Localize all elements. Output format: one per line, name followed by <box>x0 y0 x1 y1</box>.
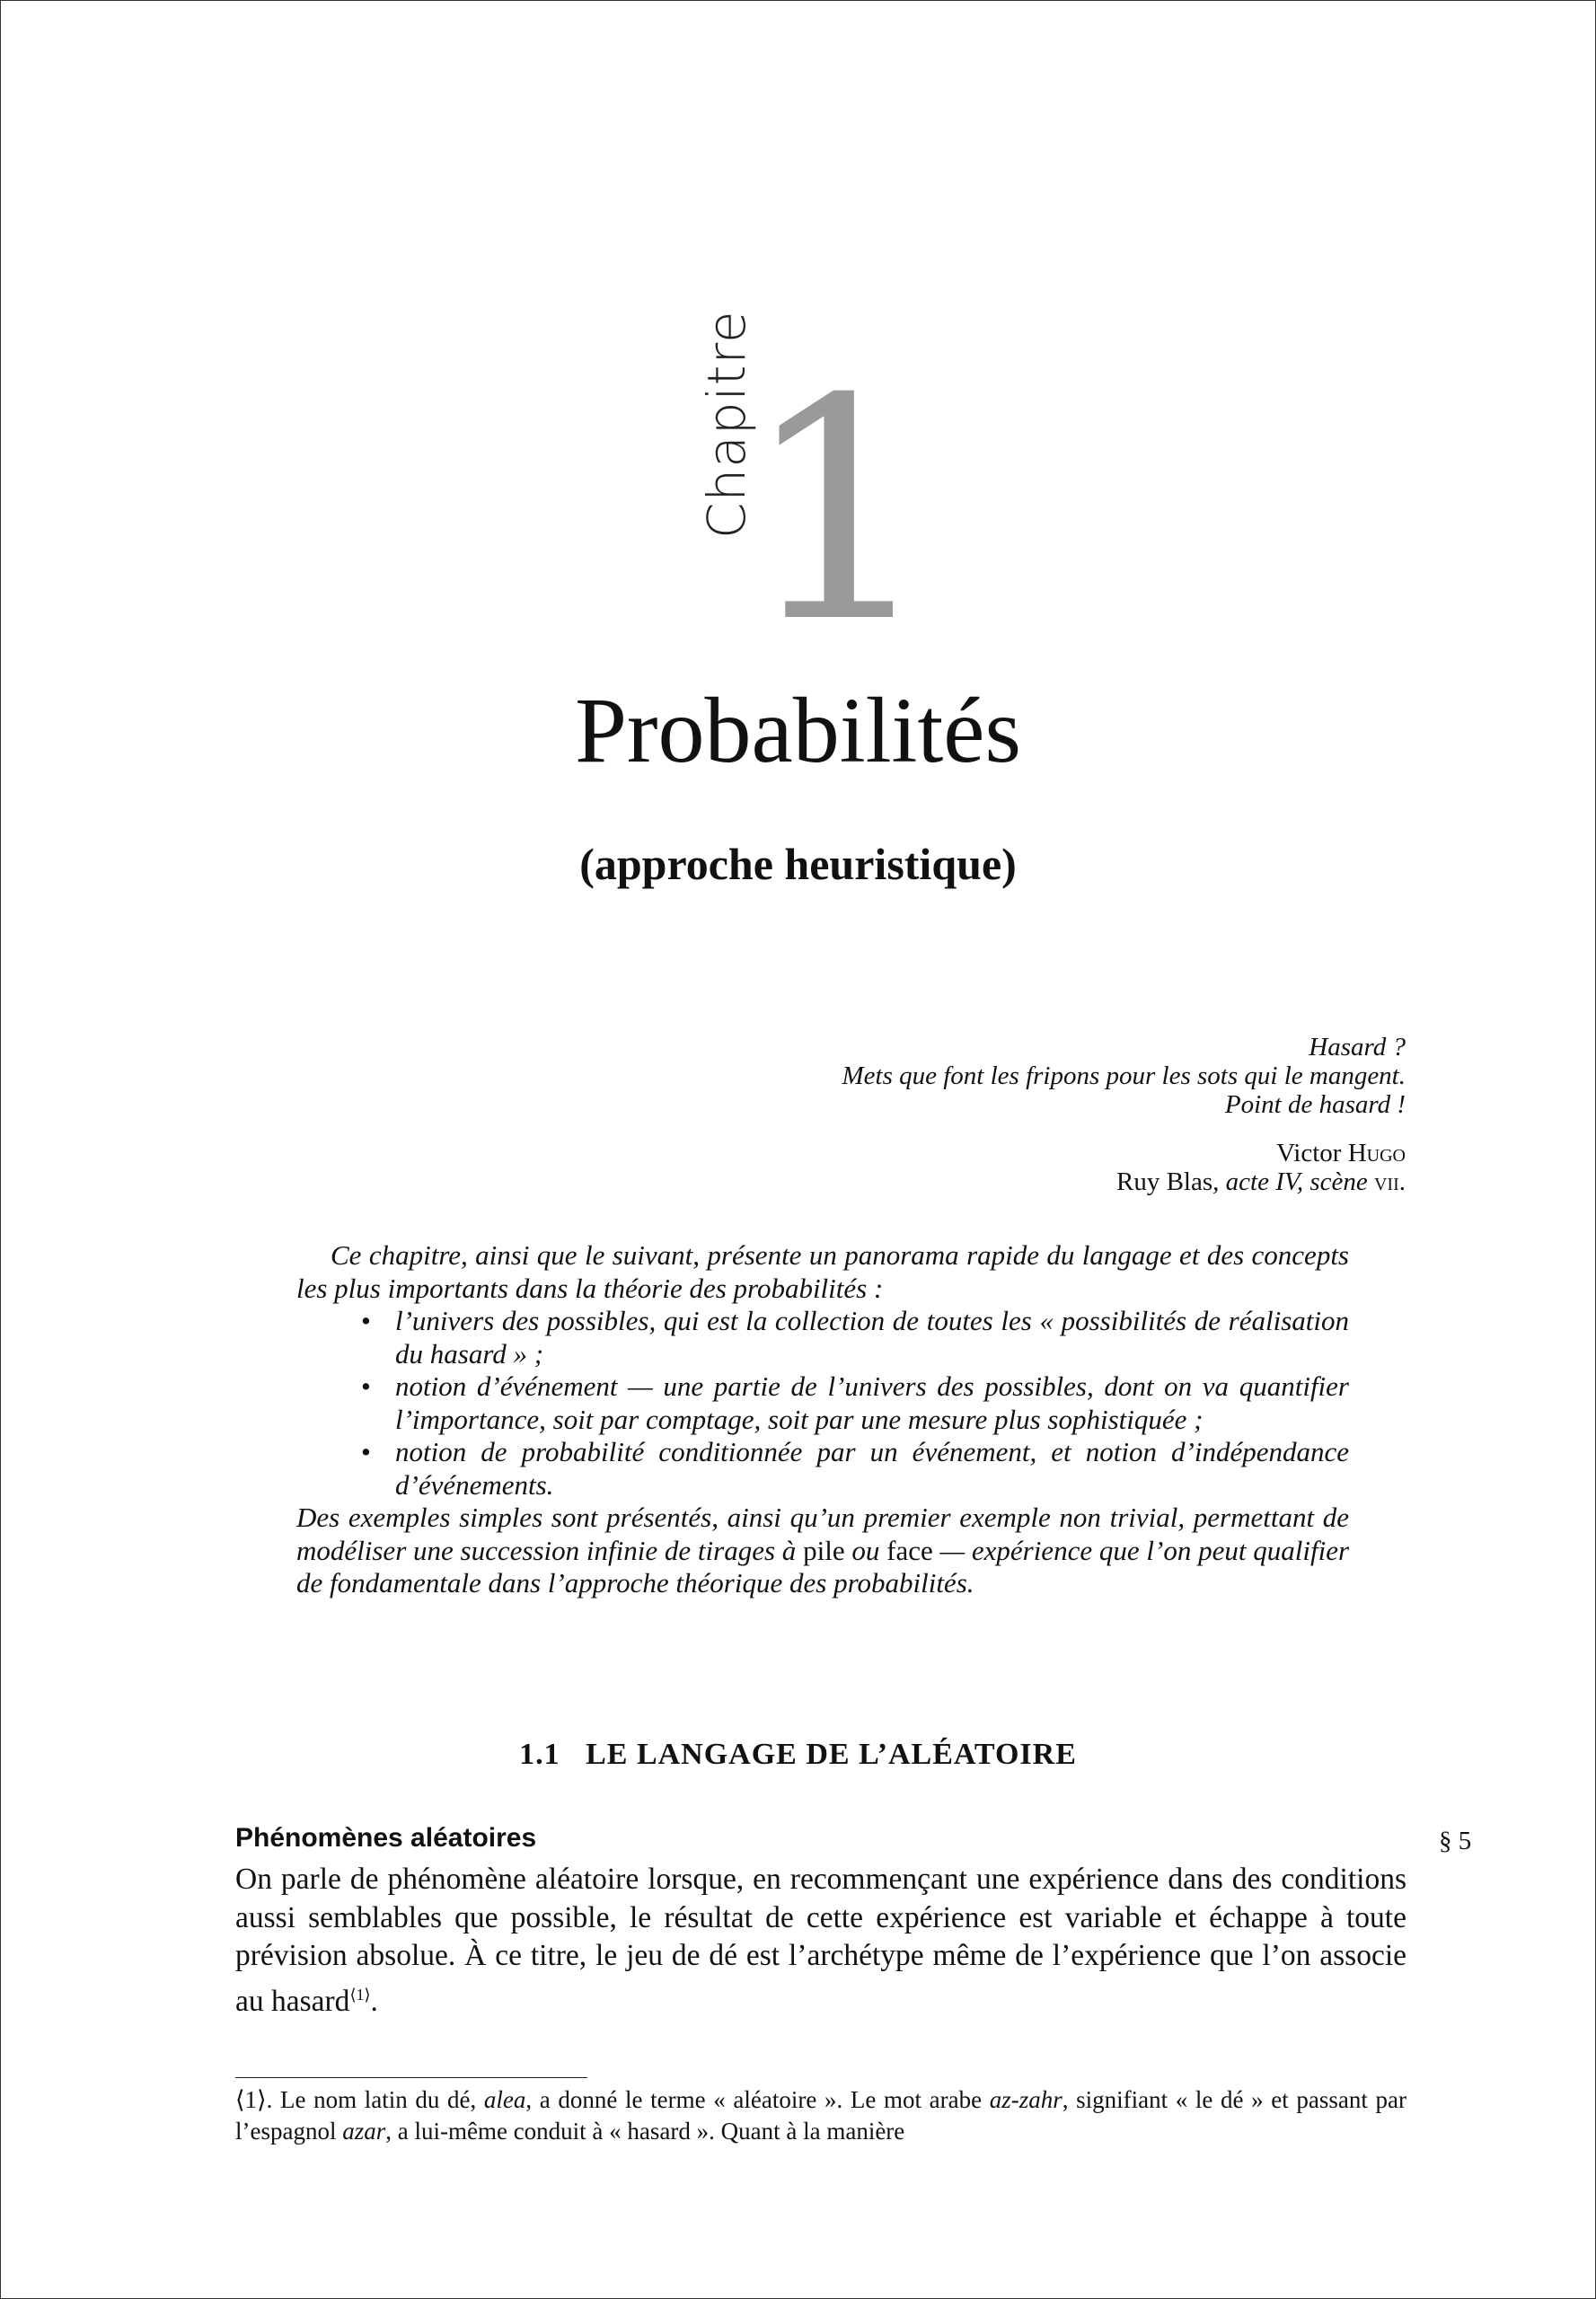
bullet-icon: • <box>361 1305 371 1336</box>
footnote-mark: ⟨1⟩ <box>235 2086 267 2113</box>
epigraph <box>842 1033 1406 1196</box>
chapter-subtitle: (approche heuristique) <box>579 839 1017 889</box>
footnote: ⟨1⟩. Le nom latin du dé, alea, a donné le terme « aléatoire ». Le mot arabe az-zahr, signifiant « le dé » et passant par l’espagnol azar, a lui-même conduit à « hasard ». Quant à la manière <box>235 2086 1406 2145</box>
section-heading <box>0 1738 1596 1772</box>
paragraph-body: On parle de phénomène aléatoire lorsque, en recommençant une expérience dans des conditions aussi semblables que possible, le résultat de cette expérience est variable et échappe à toute prévision absolue. À ce titre, le jeu de dé est l’archétype même de l’expérience que l’on associe au hasard$^{⟨1⟩}$. <box>235 1863 1406 2018</box>
section-number: 1.1 <box>519 1738 560 1771</box>
abstract-outro: Des exemples simples sont présentés, ainsi qu’un premier exemple non trivial, permettant de modéliser une succession infinie de tirages à pile ou face — expérience que l’on peut qualifier de fondamentale dans l’approche théorique des probabilités. <box>296 1502 1350 1599</box>
bullet-icon: • <box>361 1370 371 1402</box>
epigraph-source: Ruy Blas, acte IV, scène vii. <box>1115 1167 1406 1196</box>
epigraph-author: Victor Hugo <box>1276 1139 1406 1167</box>
list-item: • l’univers des possibles, qui est la collection de toutes les « possibilités de réalisation du hasard » ; <box>361 1305 1349 1370</box>
footnote-marker[interactable]: ⟨1⟩ <box>349 1985 371 2004</box>
chapter-abstract <box>296 1239 1349 1600</box>
paragraph-title: Phénomènes aléatoires <box>235 1823 537 1853</box>
footnote-rule <box>235 2077 587 2078</box>
epigraph-line: Mets que font les fripons pour les sots qui le mangent. <box>842 1061 1406 1090</box>
list-item: • notion d’événement — une partie de l’univers des possibles, dont on va quantifier l’importance, soit par comptage, soit par une mesure plus sophistiquée ; <box>361 1370 1349 1435</box>
epigraph-line: Point de hasard ! <box>1224 1090 1406 1119</box>
bullet-icon: • <box>361 1436 371 1467</box>
chapter-label: Chapitre <box>696 310 757 539</box>
epigraph-line: Hasard ? <box>1309 1033 1406 1061</box>
list-item: • notion de probabilité conditionnée par un événement, et notion d’indépendance d’événements. <box>361 1436 1349 1501</box>
abstract-intro: Ce chapitre, ainsi que le suivant, présente un panorama rapide du langage et des concepts les plus importants dans la théorie des probabilités : <box>296 1239 1349 1304</box>
margin-reference: § 5 <box>1439 1827 1472 1855</box>
chapter-title: Probabilités <box>575 679 1021 782</box>
abstract-list <box>296 1305 1349 1502</box>
chapter-number: 1 <box>742 334 937 690</box>
section-title: LE LANGAGE DE L’ALÉATOIRE <box>586 1738 1077 1771</box>
